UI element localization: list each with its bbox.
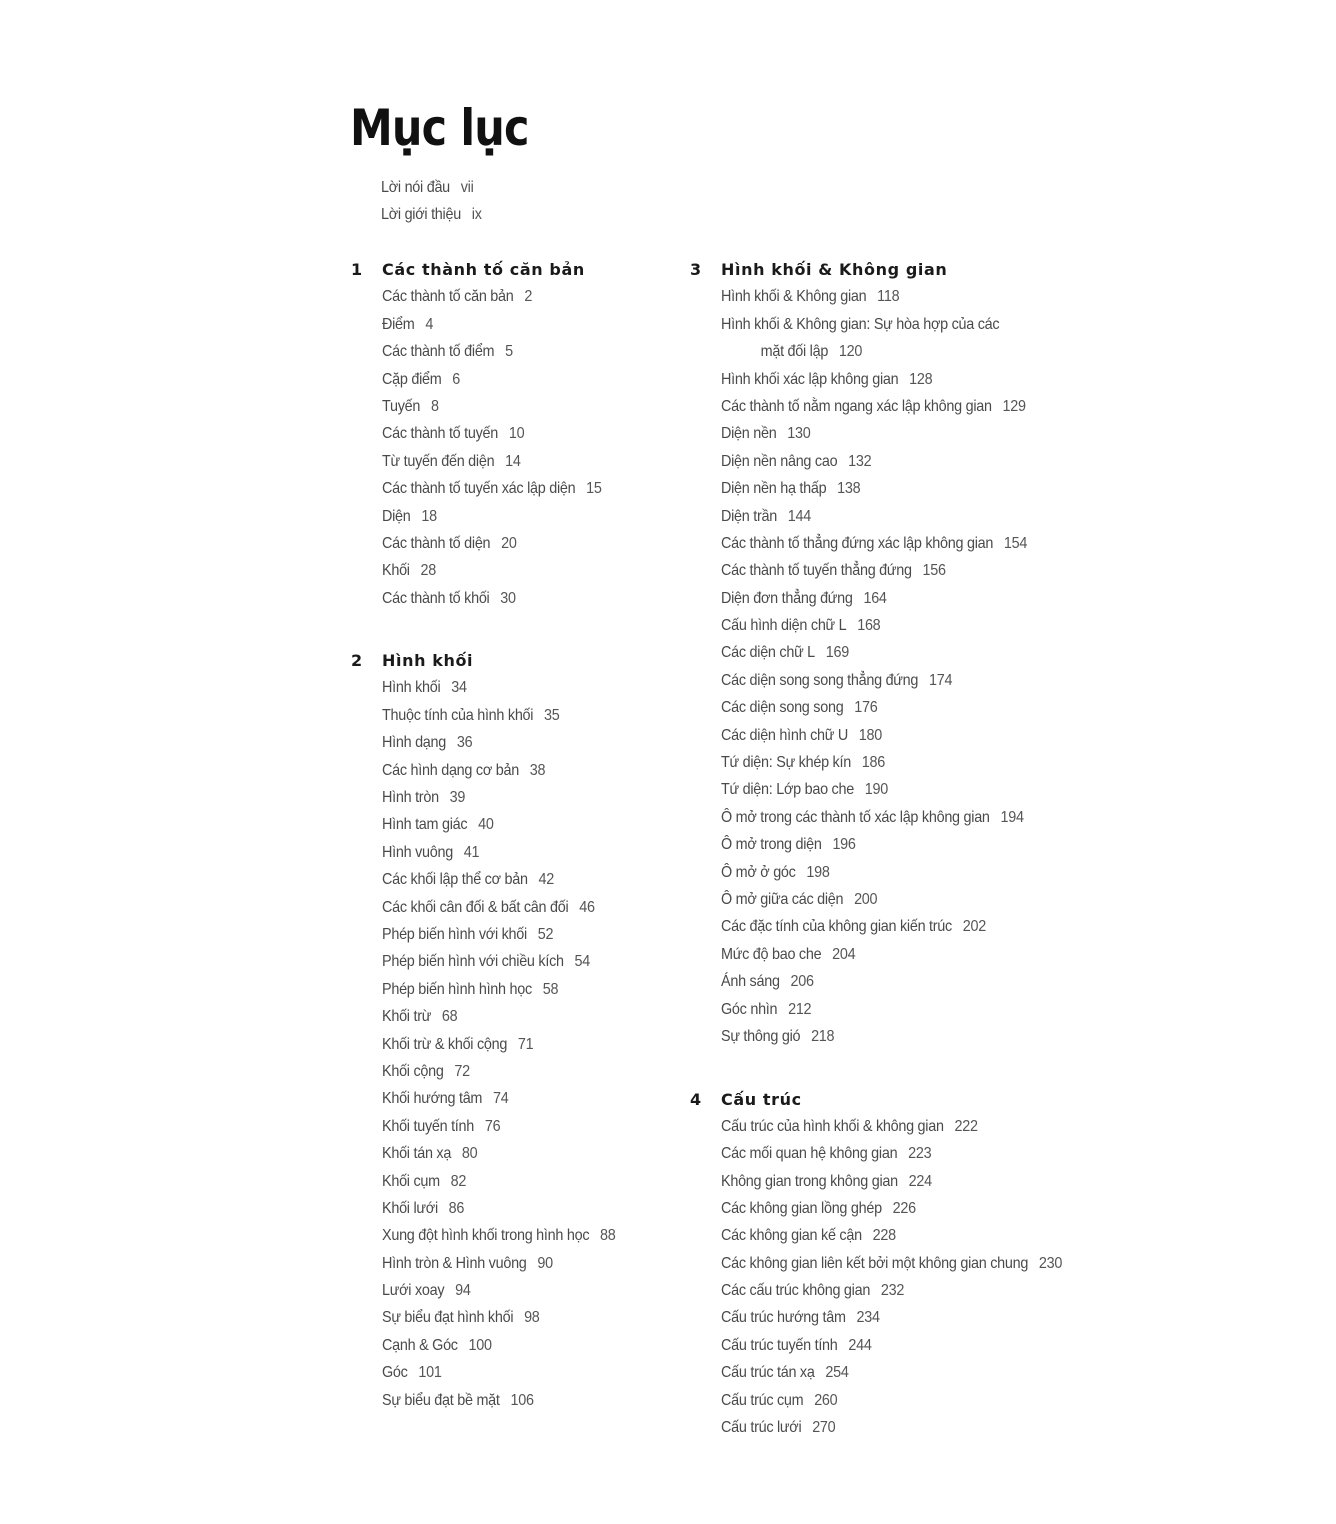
entry-label: Diện nền nâng cao xyxy=(721,452,838,470)
chapter-heading[interactable] xyxy=(690,1085,1090,1112)
entry-label: Hình dạng xyxy=(382,734,447,752)
entry-label: Cấu trúc tuyến tính xyxy=(721,1336,838,1354)
entry-label: Các mối quan hệ không gian xyxy=(721,1145,898,1163)
toc-entry[interactable] xyxy=(382,393,714,420)
toc-entry[interactable] xyxy=(382,475,714,502)
entry-page-number: 212 xyxy=(788,1000,812,1018)
toc-entry[interactable] xyxy=(382,338,714,365)
front-matter-list xyxy=(381,174,493,229)
entry-label: Các không gian kế cận xyxy=(721,1227,862,1245)
entry-label: Các hình dạng cơ bản xyxy=(382,761,519,779)
chapter-3 xyxy=(690,256,1090,1050)
entry-page-number: 180 xyxy=(858,726,883,744)
entry-page-number: 132 xyxy=(848,452,872,470)
entry-label: Các thành tố tuyến thẳng đứng xyxy=(721,562,912,580)
toc-entry[interactable] xyxy=(382,757,714,784)
entry-page-number: 228 xyxy=(872,1227,896,1245)
toc-entry[interactable] xyxy=(721,366,1053,393)
toc-entry[interactable] xyxy=(721,749,1053,776)
toc-entry[interactable] xyxy=(721,859,1053,886)
entry-page-number: 10 xyxy=(508,425,525,443)
entry-page-number: 198 xyxy=(806,863,830,881)
entry-page-number: 260 xyxy=(814,1391,838,1409)
toc-entry-introduction[interactable] xyxy=(381,201,482,228)
entry-label: Khối tán xạ xyxy=(382,1145,452,1163)
entry-label: Ô mở trong diện xyxy=(721,836,822,854)
entry-page-number: 20 xyxy=(501,534,517,552)
entry-page-number: vii xyxy=(460,179,474,196)
toc-entry[interactable] xyxy=(721,338,1053,365)
entry-label: Các khối cân đối & bất cân đối xyxy=(382,898,569,916)
toc-entry[interactable] xyxy=(382,866,714,893)
toc-entry[interactable] xyxy=(382,1277,714,1304)
toc-entry[interactable] xyxy=(721,776,1053,803)
toc-entry[interactable] xyxy=(382,921,714,948)
entry-label: Các thành tố tuyến xác lập diện xyxy=(382,480,576,498)
entry-label: Khối cụm xyxy=(382,1172,440,1190)
chapter-number: 4 xyxy=(690,1089,702,1109)
toc-entry[interactable] xyxy=(721,913,1053,940)
toc-entry[interactable] xyxy=(382,1250,714,1277)
entry-label: Cấu trúc của hình khối & không gian xyxy=(721,1117,944,1135)
toc-entry[interactable] xyxy=(721,1304,1053,1331)
entry-page-number: 174 xyxy=(928,671,953,689)
toc-entry[interactable] xyxy=(721,1277,1053,1304)
entry-label: Các không gian lồng ghép xyxy=(721,1199,882,1217)
entry-page-number: 218 xyxy=(811,1027,835,1045)
entry-label: Diện nền hạ thấp xyxy=(721,480,827,498)
entry-label: Khối trừ xyxy=(382,1008,432,1026)
toc-entry[interactable] xyxy=(721,1359,1053,1386)
entry-label: Hình vuông xyxy=(382,843,453,861)
toc-entry[interactable] xyxy=(382,585,714,612)
entry-page-number: 154 xyxy=(1003,534,1028,552)
toc-entry[interactable] xyxy=(382,1113,714,1140)
toc-entry[interactable] xyxy=(721,1023,1053,1050)
entry-label: Lưới xoay xyxy=(382,1282,445,1300)
entry-label: Các diện song song xyxy=(721,699,844,717)
entry-page-number: 156 xyxy=(922,562,946,580)
entry-label: Khối lưới xyxy=(382,1199,438,1217)
entry-page-number: 176 xyxy=(854,699,878,717)
entry-label: Các diện chữ L xyxy=(721,644,815,662)
entry-page-number: 222 xyxy=(954,1117,978,1135)
toc-entry[interactable] xyxy=(721,475,1053,502)
toc-entry[interactable] xyxy=(721,1113,1053,1140)
entry-label: Lời nói đầu xyxy=(381,179,450,196)
toc-entry[interactable] xyxy=(382,729,714,756)
toc-entry[interactable] xyxy=(721,831,1053,858)
entry-page-number: 42 xyxy=(538,871,555,889)
toc-entry[interactable] xyxy=(721,694,1053,721)
toc-entry[interactable] xyxy=(721,639,1053,666)
entry-page-number: 106 xyxy=(510,1391,534,1409)
entry-page-number: 8 xyxy=(430,397,439,415)
toc-entry[interactable] xyxy=(382,1140,714,1167)
entry-page-number: 18 xyxy=(421,507,437,525)
toc-entry[interactable] xyxy=(382,839,714,866)
toc-entry[interactable] xyxy=(382,283,714,310)
toc-entry[interactable] xyxy=(382,674,714,701)
entry-label: Điểm xyxy=(382,315,415,333)
toc-entry[interactable] xyxy=(382,894,714,921)
entry-label: Cặp điểm xyxy=(382,370,442,388)
toc-entry[interactable] xyxy=(721,530,1053,557)
entry-label: Các thành tố thẳng đứng xác lập không gian xyxy=(721,534,994,552)
entry-page-number: 39 xyxy=(449,789,466,807)
entry-label: Các diện song song thẳng đứng xyxy=(721,671,919,689)
entry-page-number: 202 xyxy=(962,918,986,936)
entry-page-number: 52 xyxy=(537,925,554,943)
entry-page-number: 5 xyxy=(505,343,513,361)
toc-entry[interactable] xyxy=(382,420,714,447)
entry-page-number: 15 xyxy=(586,480,602,498)
entry-label: Các không gian liên kết bởi một không gian chung xyxy=(721,1254,1029,1272)
entry-page-number: ix xyxy=(471,206,482,224)
entry-label: Các thành tố khối xyxy=(382,589,490,607)
toc-entry[interactable] xyxy=(721,667,1053,694)
entry-label: Cấu hình diện chữ L xyxy=(721,617,847,635)
entry-label: Góc xyxy=(382,1364,408,1382)
entry-page-number: 206 xyxy=(790,973,814,991)
entry-page-number: 90 xyxy=(537,1254,553,1272)
entry-page-number: 190 xyxy=(864,781,888,799)
toc-entry[interactable] xyxy=(382,1332,714,1359)
toc-entry[interactable] xyxy=(382,366,714,393)
entry-page-number: 101 xyxy=(418,1364,442,1382)
entry-label: Tứ diện: Lớp bao che xyxy=(721,781,854,799)
entry-label: Ánh sáng xyxy=(721,973,780,991)
entry-page-number: 68 xyxy=(441,1008,458,1026)
entry-page-number: 76 xyxy=(484,1117,501,1135)
entry-label: Diện trần xyxy=(721,507,778,525)
entry-page-number: 38 xyxy=(529,761,546,779)
entry-label: Thuộc tính của hình khối xyxy=(382,706,534,724)
toc-entry[interactable] xyxy=(721,1387,1053,1414)
entry-page-number: 4 xyxy=(425,315,434,333)
entry-label: Cấu trúc tán xạ xyxy=(721,1364,815,1382)
entry-label: Phép biến hình với chiều kích xyxy=(382,953,564,971)
entry-label: Diện đơn thẳng đứng xyxy=(721,589,853,607)
entry-page-number: 118 xyxy=(877,288,900,306)
entry-label: Cấu trúc lưới xyxy=(721,1419,802,1437)
entry-label: Các thành tố diện xyxy=(382,534,491,552)
toc-entry[interactable] xyxy=(721,996,1053,1023)
entry-page-number: 129 xyxy=(1002,397,1026,415)
toc-entry[interactable] xyxy=(382,1003,714,1030)
toc-entry[interactable] xyxy=(721,283,1053,310)
entry-label: Cấu trúc hướng tâm xyxy=(721,1309,846,1327)
entry-label: Các thành tố tuyến xyxy=(382,425,499,443)
toc-entry[interactable] xyxy=(382,1085,714,1112)
toc-entry[interactable] xyxy=(721,1332,1053,1359)
entry-page-number: 58 xyxy=(542,980,559,998)
entry-page-number: 34 xyxy=(451,679,467,697)
chapter-title: Hình khối & Không gian xyxy=(721,260,948,280)
toc-entry[interactable] xyxy=(721,804,1053,831)
chapter-number: 3 xyxy=(690,260,702,280)
entry-label: Tuyến xyxy=(382,397,421,415)
toc-entry[interactable] xyxy=(721,968,1053,995)
entry-label: Hình tam giác xyxy=(382,816,468,834)
entry-page-number: 35 xyxy=(544,706,560,724)
entry-page-number: 196 xyxy=(832,836,856,854)
entry-page-number: 41 xyxy=(463,843,480,861)
entry-page-number: 200 xyxy=(854,890,878,908)
entry-label: Cạnh & Góc xyxy=(382,1336,458,1354)
toc-entry[interactable] xyxy=(382,1168,714,1195)
entry-label: Các đặc tính của không gian kiến trúc xyxy=(721,918,952,936)
toc-entry[interactable] xyxy=(382,311,714,338)
chapter-title: Hình khối xyxy=(382,651,474,671)
toc-entry[interactable] xyxy=(382,1195,714,1222)
toc-entry[interactable] xyxy=(721,886,1053,913)
entry-page-number: 94 xyxy=(455,1282,471,1300)
entry-label: Hình tròn & Hình vuông xyxy=(382,1254,527,1272)
entry-page-number: 244 xyxy=(848,1336,872,1354)
entry-label: Sự thông gió xyxy=(721,1027,801,1045)
entry-page-number: 54 xyxy=(574,953,591,971)
entry-page-number: 194 xyxy=(1000,808,1024,826)
toc-entry[interactable] xyxy=(382,530,714,557)
entry-page-number: 138 xyxy=(837,480,861,498)
entry-label: Khối hướng tâm xyxy=(382,1090,483,1108)
toc-column-right xyxy=(690,256,1090,1476)
entry-page-number: 30 xyxy=(500,589,516,607)
entry-page-number: 164 xyxy=(863,589,887,607)
entry-page-number: 144 xyxy=(787,507,812,525)
entry-page-number: 14 xyxy=(505,452,521,470)
entry-page-number: 169 xyxy=(825,644,849,662)
toc-entry[interactable] xyxy=(382,1387,714,1414)
entry-page-number: 71 xyxy=(517,1035,534,1053)
entry-page-number: 6 xyxy=(452,370,461,388)
chapter-title: Cấu trúc xyxy=(721,1089,802,1109)
toc-entry[interactable] xyxy=(382,948,714,975)
toc-entry[interactable] xyxy=(721,393,1053,420)
chapter-4 xyxy=(690,1085,1090,1441)
entry-label: Diện nền xyxy=(721,425,777,443)
toc-entry[interactable] xyxy=(382,557,714,584)
page-title: Mục lục xyxy=(350,99,529,157)
entry-label: Các thành tố nằm ngang xác lập không gian xyxy=(721,397,992,415)
chapter-number: 2 xyxy=(351,651,363,671)
entry-page-number: 74 xyxy=(492,1090,509,1108)
toc-entry[interactable] xyxy=(721,503,1053,530)
entry-page-number: 82 xyxy=(450,1172,467,1190)
entry-page-number: 234 xyxy=(856,1309,880,1327)
entry-page-number: 186 xyxy=(861,754,885,772)
entry-label: Lời giới thiệu xyxy=(381,206,461,224)
entry-page-number: 128 xyxy=(909,370,933,388)
entry-label: Hình khối & Không gian xyxy=(721,288,867,306)
toc-entry[interactable] xyxy=(382,976,714,1003)
entry-page-number: 100 xyxy=(468,1336,492,1354)
entry-page-number: 72 xyxy=(454,1062,470,1080)
toc-entry[interactable] xyxy=(721,1140,1053,1167)
entry-page-number: 232 xyxy=(880,1282,905,1300)
toc-entry[interactable] xyxy=(721,420,1053,447)
entry-label: Các khối lập thể cơ bản xyxy=(382,871,528,889)
entry-label: Hình khối & Không gian: Sự hòa hợp của các xyxy=(721,315,1000,333)
toc-entry[interactable] xyxy=(721,1168,1053,1195)
entry-label: Khối cộng xyxy=(382,1062,444,1080)
entry-page-number: 40 xyxy=(478,816,494,834)
toc-entry[interactable] xyxy=(721,585,1053,612)
entry-label: Hình khối xyxy=(382,679,441,697)
entry-label: mặt đối lập xyxy=(760,343,829,361)
toc-entry[interactable] xyxy=(721,941,1053,968)
toc-entry[interactable] xyxy=(382,784,714,811)
toc-entry[interactable] xyxy=(382,811,714,838)
entry-page-number: 36 xyxy=(456,734,473,752)
chapter-title: Các thành tố căn bản xyxy=(382,260,585,280)
entry-label: Xung đột hình khối trong hình học xyxy=(382,1227,590,1245)
toc-entry[interactable] xyxy=(721,1222,1053,1249)
entry-label: Các cấu trúc không gian xyxy=(721,1282,871,1300)
entry-page-number: 254 xyxy=(825,1364,849,1382)
entry-page-number: 88 xyxy=(600,1227,616,1245)
chapter-entries-list xyxy=(690,1113,1090,1442)
entry-label: Các thành tố căn bản xyxy=(382,288,514,306)
entry-label: Từ tuyến đến diện xyxy=(382,452,495,470)
entry-label: Không gian trong không gian xyxy=(721,1172,898,1190)
entry-label: Phép biến hình với khối xyxy=(382,925,527,943)
entry-label: Phép biến hình hình học xyxy=(382,980,532,998)
entry-label: Các diện hình chữ U xyxy=(721,726,848,744)
entry-label: Cấu trúc cụm xyxy=(721,1391,804,1409)
entry-page-number: 224 xyxy=(908,1172,932,1190)
entry-label: Khối xyxy=(382,562,410,580)
toc-entry[interactable] xyxy=(382,1222,714,1249)
entry-page-number: 2 xyxy=(524,288,533,306)
entry-label: Sự biểu đạt hình khối xyxy=(382,1309,514,1327)
entry-label: Hình khối xác lập không gian xyxy=(721,370,899,388)
entry-page-number: 86 xyxy=(448,1199,465,1217)
entry-label: Sự biểu đạt bề mặt xyxy=(382,1391,500,1409)
entry-label: Mức độ bao che xyxy=(721,945,822,963)
chapter-heading[interactable] xyxy=(690,256,1090,283)
entry-page-number: 230 xyxy=(1038,1254,1063,1272)
entry-page-number: 120 xyxy=(838,343,863,361)
toc-entry[interactable] xyxy=(721,311,1053,338)
entry-page-number: 80 xyxy=(461,1145,478,1163)
entry-page-number: 270 xyxy=(812,1419,836,1437)
entry-label: Tứ diện: Sự khép kín xyxy=(721,754,851,772)
toc-entry[interactable] xyxy=(721,612,1053,639)
toc-entry[interactable] xyxy=(382,1304,714,1331)
toc-entry[interactable] xyxy=(721,1250,1063,1277)
entry-label: Ô mở giữa các diện xyxy=(721,890,844,908)
entry-label: Các thành tố điểm xyxy=(382,343,495,361)
entry-label: Hình tròn xyxy=(382,789,439,807)
toc-entry[interactable] xyxy=(382,1031,714,1058)
toc-entry[interactable] xyxy=(382,1058,714,1085)
toc-entry[interactable] xyxy=(382,503,714,530)
entry-label: Khối trừ & khối cộng xyxy=(382,1035,508,1053)
entry-page-number: 226 xyxy=(892,1199,916,1217)
entry-label: Ô mở ở góc xyxy=(721,863,796,881)
entry-page-number: 204 xyxy=(832,945,856,963)
toc-entry[interactable] xyxy=(721,557,1053,584)
toc-entry-preface[interactable] xyxy=(381,174,482,201)
chapter-number: 1 xyxy=(351,260,363,280)
toc-entry[interactable] xyxy=(721,1195,1053,1222)
entry-page-number: 28 xyxy=(420,562,437,580)
entry-page-number: 168 xyxy=(857,617,881,635)
entry-label: Góc nhìn xyxy=(721,1000,778,1018)
toc-entry[interactable] xyxy=(382,448,714,475)
entry-page-number: 46 xyxy=(579,898,595,916)
entry-label: Diện xyxy=(382,507,411,525)
entry-label: Ô mở trong các thành tố xác lập không gian xyxy=(721,808,990,826)
entry-page-number: 98 xyxy=(524,1309,540,1327)
entry-page-number: 130 xyxy=(787,425,811,443)
toc-entry[interactable] xyxy=(721,448,1053,475)
toc-entry[interactable] xyxy=(721,722,1053,749)
entry-label: Khối tuyến tính xyxy=(382,1117,475,1135)
toc-entry[interactable] xyxy=(382,1359,714,1386)
entry-page-number: 223 xyxy=(908,1145,932,1163)
toc-entry[interactable] xyxy=(721,1414,1053,1441)
toc-entry[interactable] xyxy=(382,702,714,729)
chapter-entries-list xyxy=(690,283,1090,1050)
